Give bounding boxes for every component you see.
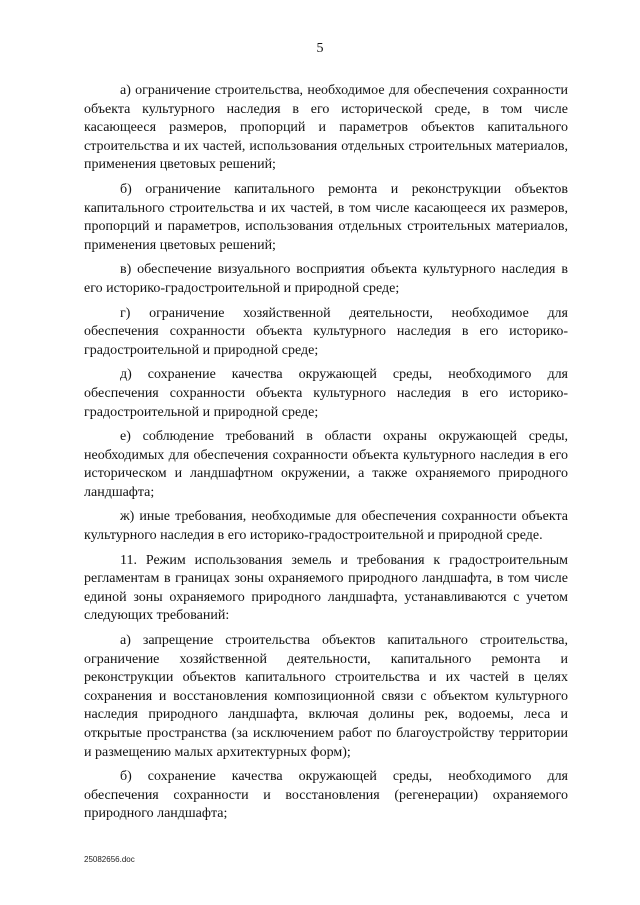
- document-body: [84, 82, 568, 830]
- paragraph-g-economic-activity: г) ограничение хозяйственной деятельности, необходимое для обеспечения сохранности объекта культурного наследия в его историко-градостроительной и природной среде;: [84, 305, 568, 358]
- paragraph-b-repair-limit: б) ограничение капитального ремонта и реконструкции объектов капитального строительства и их частей, в том числе касающееся их размеров, пропорций и параметров, использования отдельных строительных материалов, применения цветовых решений;: [84, 181, 568, 253]
- paragraph-11a-construction-ban: а) запрещение строительства объектов капитального строительства, ограничение хозяйственной деятельности, капитального ремонта и реконструкции объектов капитального строительства и их частей в целях сохранения и восстановления композиционной связи с объектом культурного наследия природного ландшафта, включая долины рек, водоемы, леса и открытые пространства (за исключением работ по благоустройству территории и размещению малых архитектурных форм);: [84, 633, 568, 760]
- paragraph-e-environment-protection: е) соблюдение требований в области охраны окружающей среды, необходимых для обеспечения сохранности объекта культурного наследия в его историческом и ландшафтном окружении, а также охраняемого природного ландшафта;: [84, 429, 568, 500]
- file-name-footer: 25082656.doc: [84, 855, 135, 864]
- paragraph-11b-environment-quality: б) сохранение качества окружающей среды, необходимого для обеспечения сохранности и восстановления (регенерации) охраняемого природного ландшафта;: [84, 769, 568, 822]
- paragraph-a-construction-limit: а) ограничение строительства, необходимое для обеспечения сохранности объекта культурного наследия в его исторической среде, в том числе касающееся размеров, пропорций и параметров объектов капитального строительства и их частей, использования отдельных строительных материалов, применения цветовых решений;: [84, 83, 568, 173]
- paragraph-zh-other-requirements: ж) иные требования, необходимые для обеспечения сохранности объекта культурного наследия в его историко-градостроительной и природной среде.: [84, 509, 568, 544]
- page-number: 5: [316, 41, 324, 56]
- paragraph-v-visual-perception: в) обеспечение визуального восприятия объекта культурного наследия в его историко-градостроительной и природной среде;: [84, 262, 568, 296]
- paragraph-d-environment-quality: д) сохранение качества окружающей среды, необходимого для обеспечения сохранности объекта культурного наследия в его историко-градостроительной и природной среде;: [84, 367, 568, 420]
- paragraph-11-land-use-regime: 11. Режим использования земель и требования к градостроительным регламентам в границах зоны охраняемого природного ландшафта, в том числе единой зоны охраняемого природного ландшафта, устанавливаются с учетом следующих требований:: [84, 552, 568, 624]
